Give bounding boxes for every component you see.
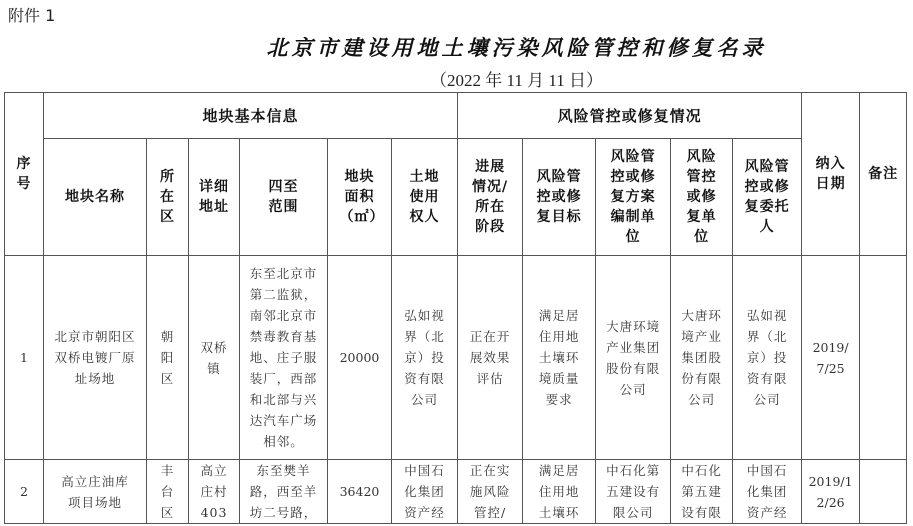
document-date: （2022 年 11 月 11 日） (430, 71, 603, 90)
header-address: 详细地址 (189, 139, 240, 256)
header-risk-info: 风险管控或修复情况 (458, 93, 802, 139)
header-area: 地块面积（㎡） (328, 139, 392, 256)
header-goal: 风险管控或修复目标 (523, 139, 596, 256)
cell-goal: 满足居住用地土壤环境质量要求 (523, 256, 596, 460)
cell-note (860, 256, 907, 460)
header-boundary: 四至范围 (240, 139, 328, 256)
cell-seq: 2 (5, 460, 44, 524)
cell-boundary: 东至北京市第二监狱，南邻北京市禁毒教育基地、庄子服装厂，西部和北部与兴达汽车广场相邻。 (240, 256, 328, 460)
cell-address: 双桥镇 (189, 256, 240, 460)
cell-name: 北京市朝阳区双桥电镀厂原址场地 (44, 256, 147, 460)
cell-note (860, 460, 907, 524)
cell-client: 中国石化集团资产经 (733, 460, 802, 524)
cell-progress: 正在开展效果评估 (458, 256, 523, 460)
registry-table (4, 92, 907, 524)
cell-owner: 中国石化集团资产经 (392, 460, 458, 524)
header-progress: 进展情况/所在阶段 (458, 139, 523, 256)
cell-exec-unit: 大唐环境产业集团股份有限公司 (671, 256, 733, 460)
cell-date: 2019/7/25 (802, 256, 860, 460)
header-plan-unit: 风险管控或修复方案编制单位 (596, 139, 671, 256)
cell-boundary: 东至樊羊路，西至羊坊二号路， (240, 460, 328, 524)
cell-seq: 1 (5, 256, 44, 460)
header-exec-unit: 风险管控或修复单位 (671, 139, 733, 256)
cell-area: 20000 (328, 256, 392, 460)
header-client: 风险管控或修复委托人 (733, 139, 802, 256)
cell-progress: 正在实施风险管控/ (458, 460, 523, 524)
cell-plan-unit: 中石化第五建设有限公司 (596, 460, 671, 524)
column-header-row (5, 139, 907, 256)
cell-client: 弘如视界（北京）投资有限公司 (733, 256, 802, 460)
cell-area: 36420 (328, 460, 392, 524)
header-district: 所在区 (147, 139, 189, 256)
attachment-label: 附件 1 (8, 6, 56, 25)
header-owner: 土地使用权人 (392, 139, 458, 256)
cell-date: 2019/12/26 (802, 460, 860, 524)
document-title: 北京市建设用地土壤污染风险管控和修复名录 (266, 36, 767, 60)
table-row (5, 256, 907, 460)
header-name: 地块名称 (44, 139, 147, 256)
cell-name: 高立庄油库项目场地 (44, 460, 147, 524)
header-note: 备注 (860, 93, 907, 256)
cell-goal: 满足居住用地土壤环 (523, 460, 596, 524)
header-basic-info: 地块基本信息 (44, 93, 458, 139)
header-date: 纳入日期 (802, 93, 860, 256)
header-seq: 序号 (5, 93, 44, 256)
cell-address: 高立庄村403 (189, 460, 240, 524)
cell-plan-unit: 大唐环境产业集团股份有限公司 (596, 256, 671, 460)
group-header-row (5, 93, 907, 139)
cell-district: 朝阳区 (147, 256, 189, 460)
table-row (5, 460, 907, 524)
cell-owner: 弘如视界（北京）投资有限公司 (392, 256, 458, 460)
cell-district: 丰台区 (147, 460, 189, 524)
cell-exec-unit: 中石化第五建设有限 (671, 460, 733, 524)
